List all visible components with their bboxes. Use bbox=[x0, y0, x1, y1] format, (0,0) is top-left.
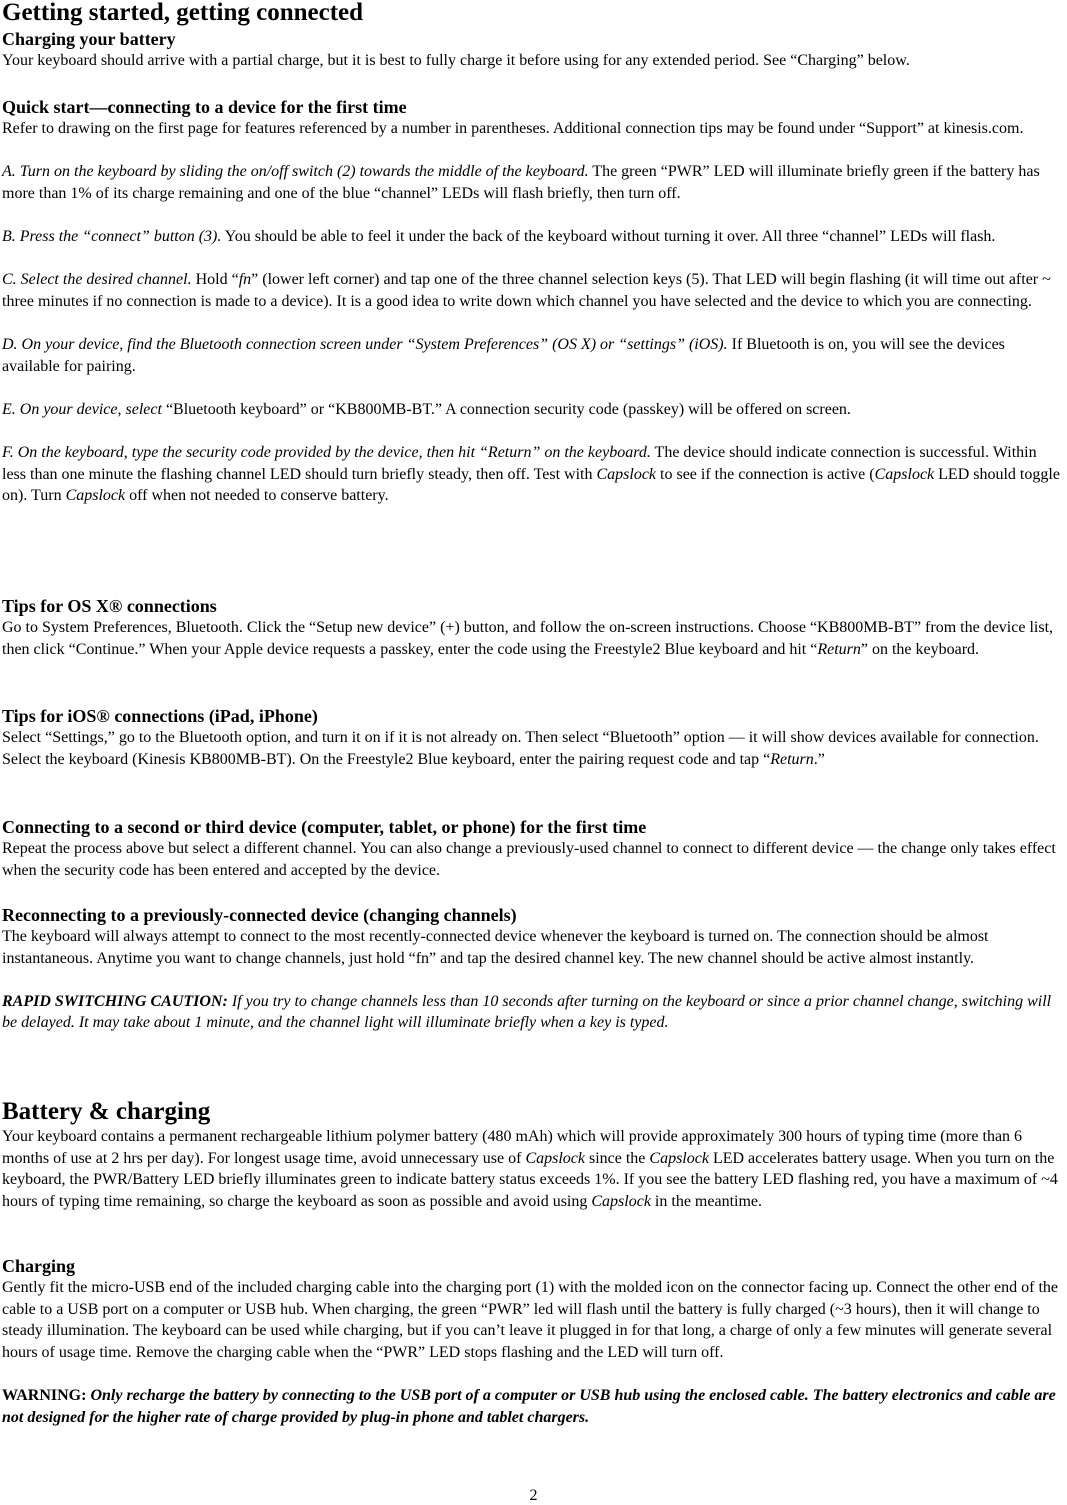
section-heading: Tips for OS X® connections bbox=[2, 596, 217, 616]
step-text: You should be able to feel it under the back of the keyboard without turning it over. All three “channel” LEDs will flash. bbox=[221, 227, 996, 245]
capslock-key-name: Capslock bbox=[874, 465, 935, 483]
section-charging bbox=[2, 1256, 1064, 1428]
return-key-name: Return bbox=[770, 750, 814, 768]
warning-text: Only recharge the battery by connecting to the USB port of a computer or USB hub using the enclosed cable. The battery electronics and cable are not designed for the higher rate of charge provided by plug-in phone and tablet chargers. bbox=[2, 1386, 1056, 1426]
step-text: Hold “ bbox=[191, 271, 239, 289]
caution-text: If you try to change channels less than 10 seconds after turning on the keyboard or since a prior channel change, switching will be delayed. It may take about 1 minute, and the channel light will illuminate briefly when a key is typed. bbox=[2, 992, 1052, 1032]
step-text: The green “PWR” LED will illuminate briefly green if the battery has more than 1% of its charge remaining and one of the blue “channel” LEDs will flash briefly, then turn off. bbox=[2, 163, 1040, 202]
step-text: ” (lower left corner) and tap one of the three channel selection keys (5). That LED will begin flashing (it will time out after ~ three minutes if no connection is made to a device). It is a good idea to write down which channel you have selected and the device to which you are connecting. bbox=[2, 271, 1051, 310]
step-a bbox=[2, 161, 1064, 204]
step-f bbox=[2, 442, 1064, 507]
section-heading: Quick start—connecting to a device for the first time bbox=[2, 97, 407, 117]
section-charging-battery bbox=[2, 29, 1064, 72]
paragraph: Your keyboard should arrive with a partial charge, but it is best to fully charge it before using for any extended period. See “Charging” below. bbox=[2, 52, 910, 69]
paragraph: Refer to drawing on the first page for features referenced by a number in parentheses. Additional connection tips may be found under “Support” at kinesis.com. bbox=[2, 120, 1024, 137]
paragraph: Gently fit the micro-USB end of the included charging cable into the charging port (1) with the molded icon on the connector facing up. Connect the other end of the cable to a USB port on a computer or USB hub. When charging, the green “PWR” led will flash until the battery is fully charged (~3 hours), then it will change to steady illumination. The keyboard can be used while charging, but if you can’t leave it plugged in for that long, a charge of only a few minutes will generate several hours of usage time. Remove the charging cable when the “PWR” LED stops flashing and the LED will turn off. bbox=[2, 1279, 1058, 1361]
page-title: Getting started, getting connected bbox=[2, 0, 364, 26]
step-lead: B. Press the “connect” button (3). bbox=[2, 227, 222, 245]
capslock-key-name: Capslock bbox=[65, 487, 126, 505]
page-number: 2 bbox=[529, 1487, 538, 1504]
section-heading: Tips for iOS® connections (iPad, iPhone) bbox=[2, 706, 318, 726]
section-second-device bbox=[2, 817, 1064, 881]
paragraph: The keyboard will always attempt to connect to the most recently-connected device whenever the keyboard is turned on. The connection should be almost instantaneous. Anytime you want to change channels, just hold “fn” and tap the desired channel key. The new channel should be active almost instantly. bbox=[2, 928, 989, 967]
text: .” bbox=[813, 750, 825, 768]
section-reconnecting bbox=[2, 905, 1064, 1034]
step-text: to see if the connection is active ( bbox=[656, 465, 875, 483]
step-text: “Bluetooth keyboard” or “KB800MB-BT.” A connection security code (passkey) will be offered on screen. bbox=[161, 400, 851, 418]
section-battery bbox=[2, 1126, 1064, 1212]
step-lead: E. On your device, select bbox=[2, 400, 162, 418]
paragraph bbox=[2, 727, 1064, 770]
capslock-key-name: Capslock bbox=[591, 1192, 651, 1210]
capslock-key-name: Capslock bbox=[649, 1149, 709, 1167]
fn-key-name: fn bbox=[238, 271, 252, 289]
section-quick-start bbox=[2, 97, 1064, 507]
caution-label: RAPID SWITCHING CAUTION: bbox=[2, 992, 228, 1010]
section-ios-tips bbox=[2, 706, 1064, 770]
text: since the bbox=[584, 1149, 650, 1167]
text: Your keyboard contains a permanent rechargeable lithium polymer battery (480 mAh) which will provide approximately 300 hours of typing time (more than 6 months of use at 2 hrs per day). For longest usage time, avoid unnecessary use of bbox=[2, 1128, 1023, 1167]
section-heading: Charging bbox=[2, 1256, 76, 1276]
step-text: If Bluetooth is on, you will see the devices available for pairing. bbox=[2, 335, 1005, 375]
text: ” on the keyboard. bbox=[860, 640, 980, 658]
step-text: LED should toggle on). Turn bbox=[2, 465, 1060, 505]
step-c bbox=[2, 269, 1064, 312]
section-heading: Connecting to a second or third device (computer, tablet, or phone) for the first time bbox=[2, 817, 647, 837]
step-text: The device should indicate connection is successful. Within less than one minute the flashing channel LED should turn briefly steady, then off. Test with bbox=[2, 443, 1037, 483]
section-heading: Reconnecting to a previously-connected device (changing channels) bbox=[2, 905, 517, 925]
step-lead: A. Turn on the keyboard by sliding the on/off switch (2) towards the middle of the keyboard. bbox=[2, 163, 589, 181]
step-lead: F. On the keyboard, type the security code provided by the device, then hit “Return” on the keyboard. bbox=[2, 443, 651, 461]
text: Select “Settings,” go to the Bluetooth option, and turn it on if it is not already on. Then select “Bluetooth” option — it will show devices available for connection. Select the keyboard (Kinesis KB800MB-BT). On the Freestyle2 Blue keyboard, enter the pairing request code and tap “ bbox=[2, 729, 1039, 768]
section-heading: Charging your battery bbox=[2, 29, 176, 49]
warning-paragraph bbox=[2, 1385, 1064, 1428]
caution-paragraph bbox=[2, 991, 1064, 1034]
battery-title: Battery & charging bbox=[2, 1098, 211, 1125]
step-lead: C. Select the desired channel. bbox=[2, 271, 192, 289]
step-d bbox=[2, 334, 1064, 377]
text: LED accelerates battery usage. When you turn on the keyboard, the PWR/Battery LED briefly illuminates green to indicate battery status exceeds 1%. If you see the battery LED flashing red, you have a maximum of ~4 hours of typing time remaining, so charge the keyboard as soon as possible and avoid using bbox=[2, 1149, 1058, 1210]
paragraph bbox=[2, 1126, 1064, 1212]
paragraph: Repeat the process above but select a different channel. You can also change a previously-used channel to connect to different device — the change only takes effect when the security code has been entered and accepted by the device. bbox=[2, 840, 1056, 879]
step-lead: D. On your device, find the Bluetooth connection screen under “System Preferences” (OS X) or “settings” (iOS). bbox=[2, 335, 728, 353]
return-key-name: Return bbox=[817, 640, 861, 658]
step-b bbox=[2, 226, 1064, 248]
paragraph bbox=[2, 617, 1064, 660]
capslock-key-name: Capslock bbox=[525, 1149, 585, 1167]
step-text: off when not needed to conserve battery. bbox=[125, 487, 389, 505]
step-e bbox=[2, 399, 1064, 421]
section-osx-tips bbox=[2, 596, 1064, 660]
capslock-key-name: Capslock bbox=[596, 465, 657, 483]
warning-label: WARNING: bbox=[2, 1386, 87, 1404]
text: in the meantime. bbox=[650, 1192, 762, 1210]
text: Go to System Preferences, Bluetooth. Click the “Setup new device” (+) button, and follow the on-screen instructions. Choose “KB800MB-BT” from the device list, then click “Continue.” When your Apple device requests a passkey, enter the code using the Freestyle2 Blue keyboard and hit “ bbox=[2, 619, 1054, 658]
